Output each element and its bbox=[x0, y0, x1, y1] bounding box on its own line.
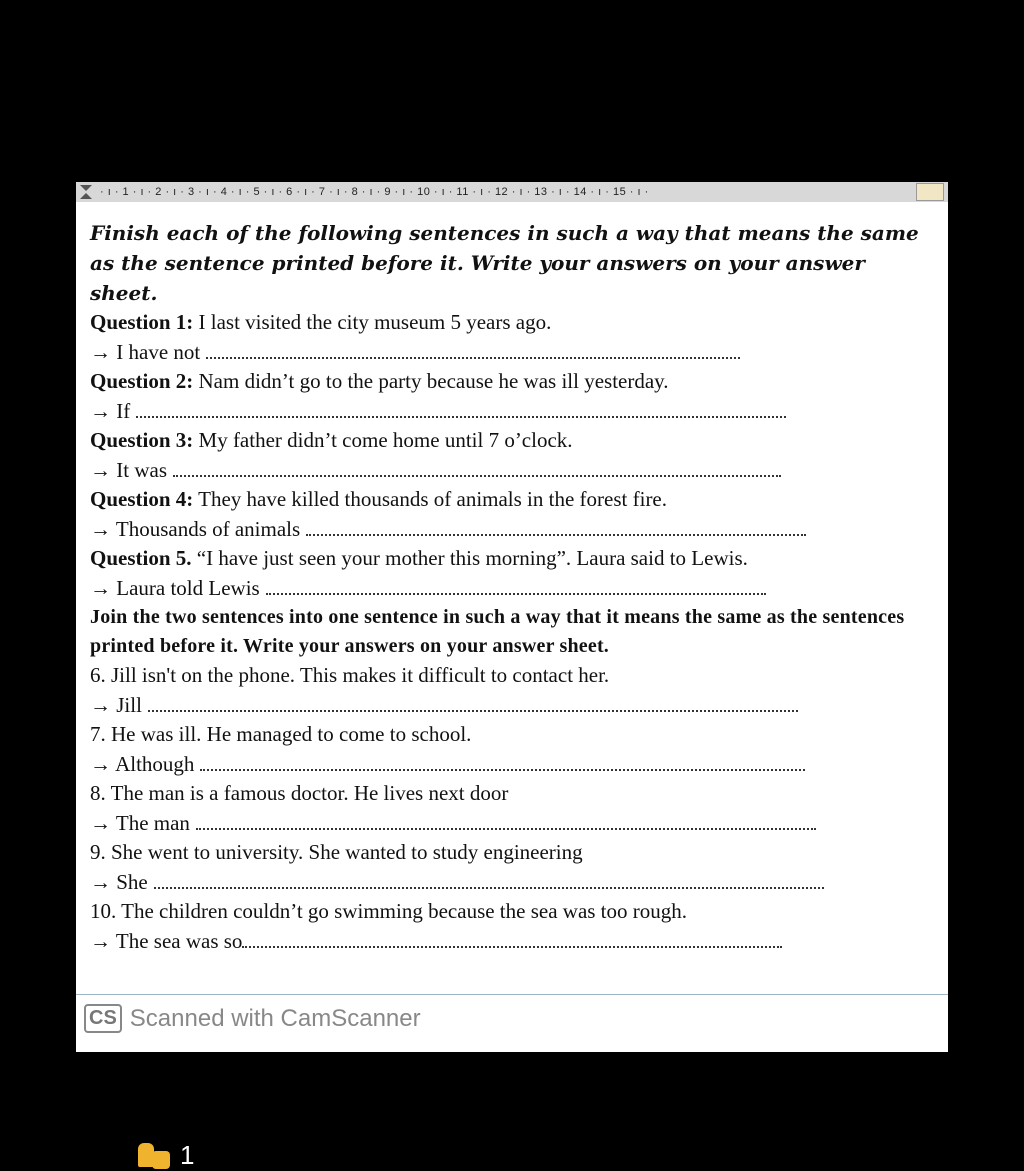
question-text: My father didn’t come home until 7 o’clock. bbox=[193, 428, 573, 452]
answer-lead: → The man bbox=[90, 810, 190, 835]
scan-divider bbox=[76, 994, 948, 995]
answer-blank bbox=[200, 769, 805, 771]
camscanner-logo-icon: CS bbox=[84, 1004, 122, 1033]
question-6: 6. Jill isn't on the phone. This makes it difficult to contact her. bbox=[90, 663, 610, 687]
answer-line-9 bbox=[90, 868, 934, 898]
answer-line-6 bbox=[90, 691, 934, 721]
question-text: “I have just seen your mother this morning”. Laura said to Lewis. bbox=[191, 546, 748, 570]
answer-lead: → Laura told Lewis bbox=[90, 575, 260, 600]
question-label: Question 4: bbox=[90, 487, 194, 511]
exercise-content bbox=[90, 218, 934, 956]
answer-lead: → She bbox=[90, 869, 148, 894]
scan-watermark bbox=[84, 1004, 421, 1033]
instruction-part2: Join the two sentences into one sentence in such a way that it means the same as the sentences printed before it. Write your answers on your answer sheet. bbox=[90, 606, 905, 657]
answer-blank bbox=[266, 593, 766, 595]
answer-blank bbox=[136, 416, 786, 418]
question-4 bbox=[90, 485, 934, 515]
answer-line-2 bbox=[90, 397, 934, 427]
ruler bbox=[76, 182, 948, 202]
question-3 bbox=[90, 426, 934, 456]
right-indent-marker-icon bbox=[916, 183, 944, 201]
question-label: Question 3: bbox=[90, 428, 194, 452]
ruler-scale: · ı · 1 · ı · 2 · ı · 3 · ı · 4 · ı · 5 · ı · 6 · ı · 7 · ı · 8 · ı · 9 · ı · 10 · ı · 11 · ı · 12 · ı · 13 · ı · 14 · ı · 15 · ı · bbox=[100, 186, 649, 198]
answer-lead: → I have not bbox=[90, 339, 201, 364]
answer-lead: → If bbox=[90, 398, 131, 423]
question-10: 10. The children couldn’t go swimming because the sea was too rough. bbox=[90, 899, 688, 923]
answer-blank bbox=[154, 887, 824, 889]
question-text: Nam didn’t go to the party because he was ill yesterday. bbox=[193, 369, 669, 393]
question-2 bbox=[90, 367, 934, 397]
answer-blank bbox=[242, 946, 782, 948]
question-7: 7. He was ill. He managed to come to school. bbox=[90, 722, 472, 746]
like-reaction[interactable] bbox=[132, 1140, 194, 1171]
question-8: 8. The man is a famous doctor. He lives next door bbox=[90, 781, 509, 805]
question-label: Question 2: bbox=[90, 369, 194, 393]
answer-lead: → It was bbox=[90, 457, 167, 482]
question-5 bbox=[90, 544, 934, 574]
answer-lead: → Thousands of animals bbox=[90, 516, 301, 541]
answer-line-5 bbox=[90, 574, 934, 604]
question-9: 9. She went to university. She wanted to study engineering bbox=[90, 840, 583, 864]
answer-lead: → The sea was so bbox=[90, 928, 243, 953]
answer-line-7 bbox=[90, 750, 934, 780]
answer-blank bbox=[173, 475, 781, 477]
indent-marker-icon bbox=[80, 185, 90, 199]
answer-line-1 bbox=[90, 338, 934, 368]
question-text: They have killed thousands of animals in the forest fire. bbox=[193, 487, 668, 511]
question-text: I last visited the city museum 5 years ago. bbox=[193, 310, 552, 334]
thumbs-up-icon bbox=[132, 1141, 172, 1171]
like-count: 1 bbox=[180, 1140, 195, 1170]
answer-blank bbox=[196, 828, 816, 830]
question-label: Question 5. bbox=[90, 546, 192, 570]
watermark-text: Scanned with CamScanner bbox=[129, 1004, 421, 1032]
answer-blank bbox=[206, 357, 740, 359]
document-page bbox=[76, 182, 948, 1052]
answer-line-3 bbox=[90, 456, 934, 486]
answer-line-10 bbox=[90, 927, 934, 957]
answer-blank bbox=[148, 710, 798, 712]
question-1 bbox=[90, 308, 934, 338]
answer-blank bbox=[306, 534, 806, 536]
answer-lead: → Jill bbox=[90, 692, 142, 717]
answer-lead: → Although bbox=[90, 751, 195, 776]
instruction-part1: Finish each of the following sentences in such a way that means the same as the sentence printed before it. Write your answers on your answer sheet. bbox=[90, 221, 919, 305]
answer-line-4 bbox=[90, 515, 934, 545]
answer-line-8 bbox=[90, 809, 934, 839]
question-label: Question 1: bbox=[90, 310, 194, 334]
